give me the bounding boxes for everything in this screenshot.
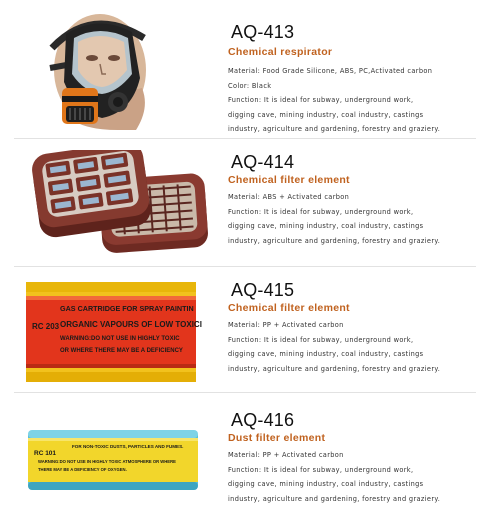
- product-name: Chemical respirator: [228, 46, 333, 58]
- cartridge-label-line1: GAS CARTRIDGE FOR SPRAY PAINTIN: [60, 304, 194, 313]
- product-material: Material: ABS + Activated carbon: [228, 193, 350, 201]
- filter-label-side: RC 101: [34, 450, 57, 457]
- product-code: AQ-414: [231, 152, 295, 172]
- product-aq-415: [0, 268, 490, 390]
- divider: [14, 392, 476, 393]
- product-function-cont: digging cave, mining industry, coal industry, castings: [228, 222, 424, 230]
- product-function-cont: digging cave, mining industry, coal industry, castings: [228, 110, 424, 119]
- product-name: Chemical filter element: [228, 174, 350, 186]
- filter-label-line2: WARNING:DO NOT USE IN HIGHLY TOXIC ATMOSPHERE OR WHERE: [38, 459, 176, 464]
- product-function-cont: digging cave, mining industry, coal industry, castings: [228, 350, 424, 358]
- product-function: Function: It is ideal for subway, underground work,: [228, 335, 414, 344]
- product-material: Material: PP + Activated carbon: [228, 451, 344, 459]
- product-name: Chemical filter element: [228, 302, 350, 314]
- product-info: [228, 410, 488, 506]
- product-info: [228, 152, 488, 248]
- product-code: AQ-415: [231, 280, 295, 300]
- filter-pair-image: [20, 150, 210, 262]
- filter-label-line3: THERE MAY BE A DEFICIENCY OF OXYGEN.: [38, 467, 127, 472]
- respirator-mask-image: [32, 8, 152, 130]
- product-function: Function: It is ideal for subway, underground work,: [228, 207, 414, 216]
- product-code: AQ-416: [231, 410, 295, 430]
- product-info: [228, 22, 488, 137]
- product-function-cont: industry, agriculture and gardening, forestry and graziery.: [228, 236, 441, 245]
- product-function-cont: industry, agriculture and gardening, forestry and graziery.: [228, 364, 441, 373]
- divider: [14, 138, 476, 139]
- product-function: Function: It is ideal for subway, underground work,: [228, 465, 414, 474]
- product-material: Material: PP + Activated carbon: [228, 321, 344, 329]
- divider: [14, 266, 476, 267]
- product-function-cont: industry, agriculture and gardening, forestry and graziery.: [228, 125, 441, 133]
- product-info: [228, 280, 488, 376]
- dust-filter-image: [28, 430, 198, 490]
- gas-cartridge-image: [26, 282, 202, 382]
- filter-label-line1: FOR NON-TOXIC DUSTS, PARTICLES AND FUMES.: [72, 444, 184, 449]
- product-aq-413: [0, 0, 490, 135]
- product-aq-416: [0, 396, 490, 518]
- product-code: AQ-413: [231, 22, 295, 42]
- cartridge-label-line3: WARNING:DO NOT USE IN HIGHLY TOXIC: [60, 336, 180, 342]
- cartridge-label-line4: OR WHERE THERE MAY BE A DEFICIENCY: [60, 348, 183, 354]
- product-material: Material: Food Grade Silicone, ABS, PC,Activated carbon: [228, 67, 433, 75]
- product-function-cont: industry, agriculture and gardening, forestry and graziery.: [228, 494, 441, 503]
- product-name: Dust filter element: [228, 432, 326, 444]
- cartridge-label-line2: ORGANIC VAPOURS OF LOW TOXICI: [60, 320, 202, 329]
- cartridge-label-side: RC 203: [32, 322, 60, 331]
- product-color: Color: Black: [228, 81, 272, 90]
- product-function-cont: digging cave, mining industry, coal industry, castings: [228, 480, 424, 488]
- product-function: Function: It is ideal for subway, underground work,: [228, 96, 414, 104]
- product-aq-414: [0, 140, 490, 265]
